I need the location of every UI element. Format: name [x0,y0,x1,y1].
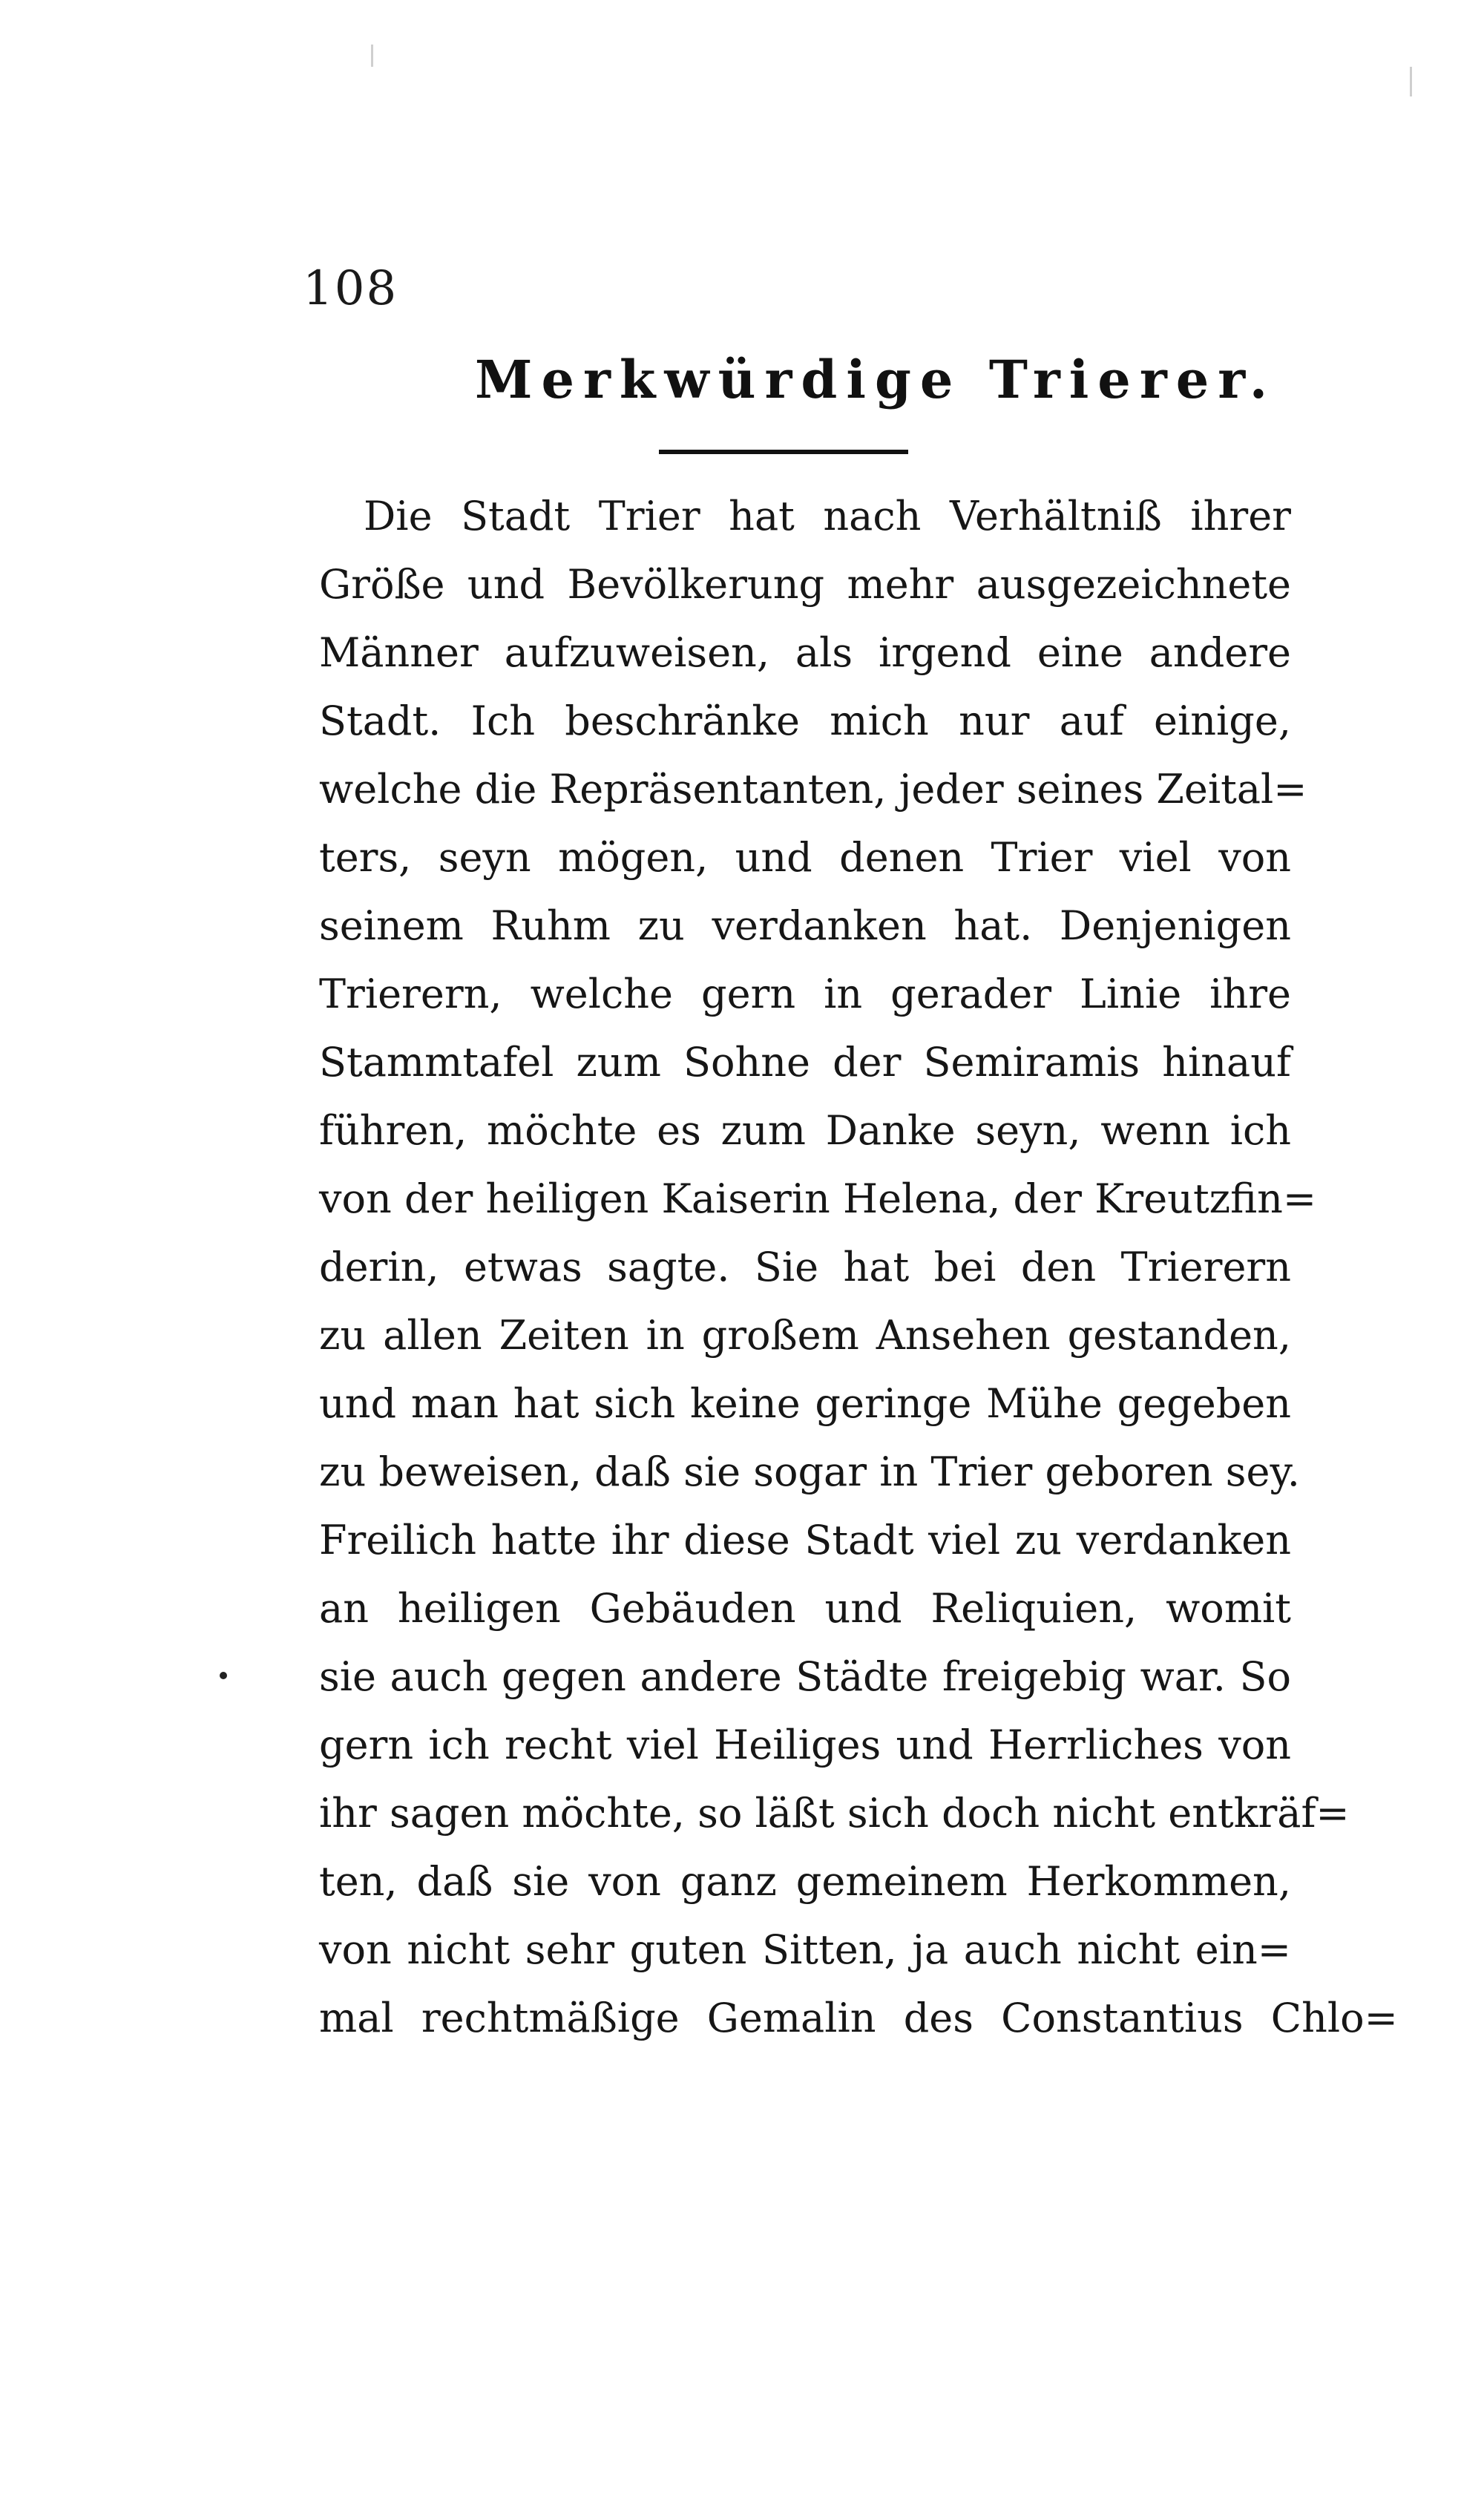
text-line: führen, möchte es zum Danke seyn, wenn ich [319,1107,1291,1154]
text-line: mal rechtmäßige Gemalin des Constantius Chlo= [319,1995,1398,2041]
text-line: sie auch gegen andere Städte freigebig war. So [319,1653,1291,1700]
text-line: an heiligen Gebäuden und Reliquien, womit [319,1585,1291,1632]
chapter-heading: Merkwürdige Trierer. [475,349,1277,410]
page-number: 108 [303,261,398,316]
text-line: Trierern, welche gern in gerader Linie ihre [319,971,1291,1017]
paper-speck [371,45,373,67]
text-line: ters, seyn mögen, und denen Trier viel von [319,834,1291,881]
text-line: von der heiligen Kaiserin Helena, der Kreutzfin= [319,1175,1317,1222]
text-line: ten, daß sie von ganz gemeinem Herkommen, [319,1858,1291,1905]
text-line: zu beweisen, daß sie sogar in Trier geboren sey. [319,1448,1300,1495]
margin-dot [220,1672,227,1679]
text-line: und man hat sich keine geringe Mühe gegeben [319,1380,1291,1427]
text-line: Freilich hatte ihr diese Stadt viel zu verdanken [319,1517,1291,1563]
heading-rule [659,450,908,454]
text-line: derin, etwas sagte. Sie hat bei den Trierern [319,1244,1291,1290]
text-line: gern ich recht viel Heiliges und Herrliches von [319,1722,1291,1768]
paper-speck [1410,67,1412,96]
text-line: welche die Repräsentanten, jeder seines Zeital= [319,766,1307,813]
text-line: zu allen Zeiten in großem Ansehen gestanden, [319,1312,1291,1359]
text-line: ihr sagen möchte, so läßt sich doch nicht entkräf= [319,1790,1350,1837]
text-line: Stadt. Ich beschränke mich nur auf einige, [319,698,1291,744]
text-line: Männer aufzuweisen, als irgend eine andere [319,629,1291,676]
text-line: Größe und Bevölkerung mehr ausgezeichnete [319,561,1291,608]
text-line: Stammtafel zum Sohne der Semiramis hinauf [319,1039,1291,1086]
text-line: von nicht sehr guten Sitten, ja auch nicht ein= [319,1926,1291,1973]
text-line: seinem Ruhm zu verdanken hat. Denjenigen [319,902,1291,949]
body-text [319,482,1398,2052]
text-line: Die Stadt Trier hat nach Verhältniß ihrer [364,493,1291,539]
